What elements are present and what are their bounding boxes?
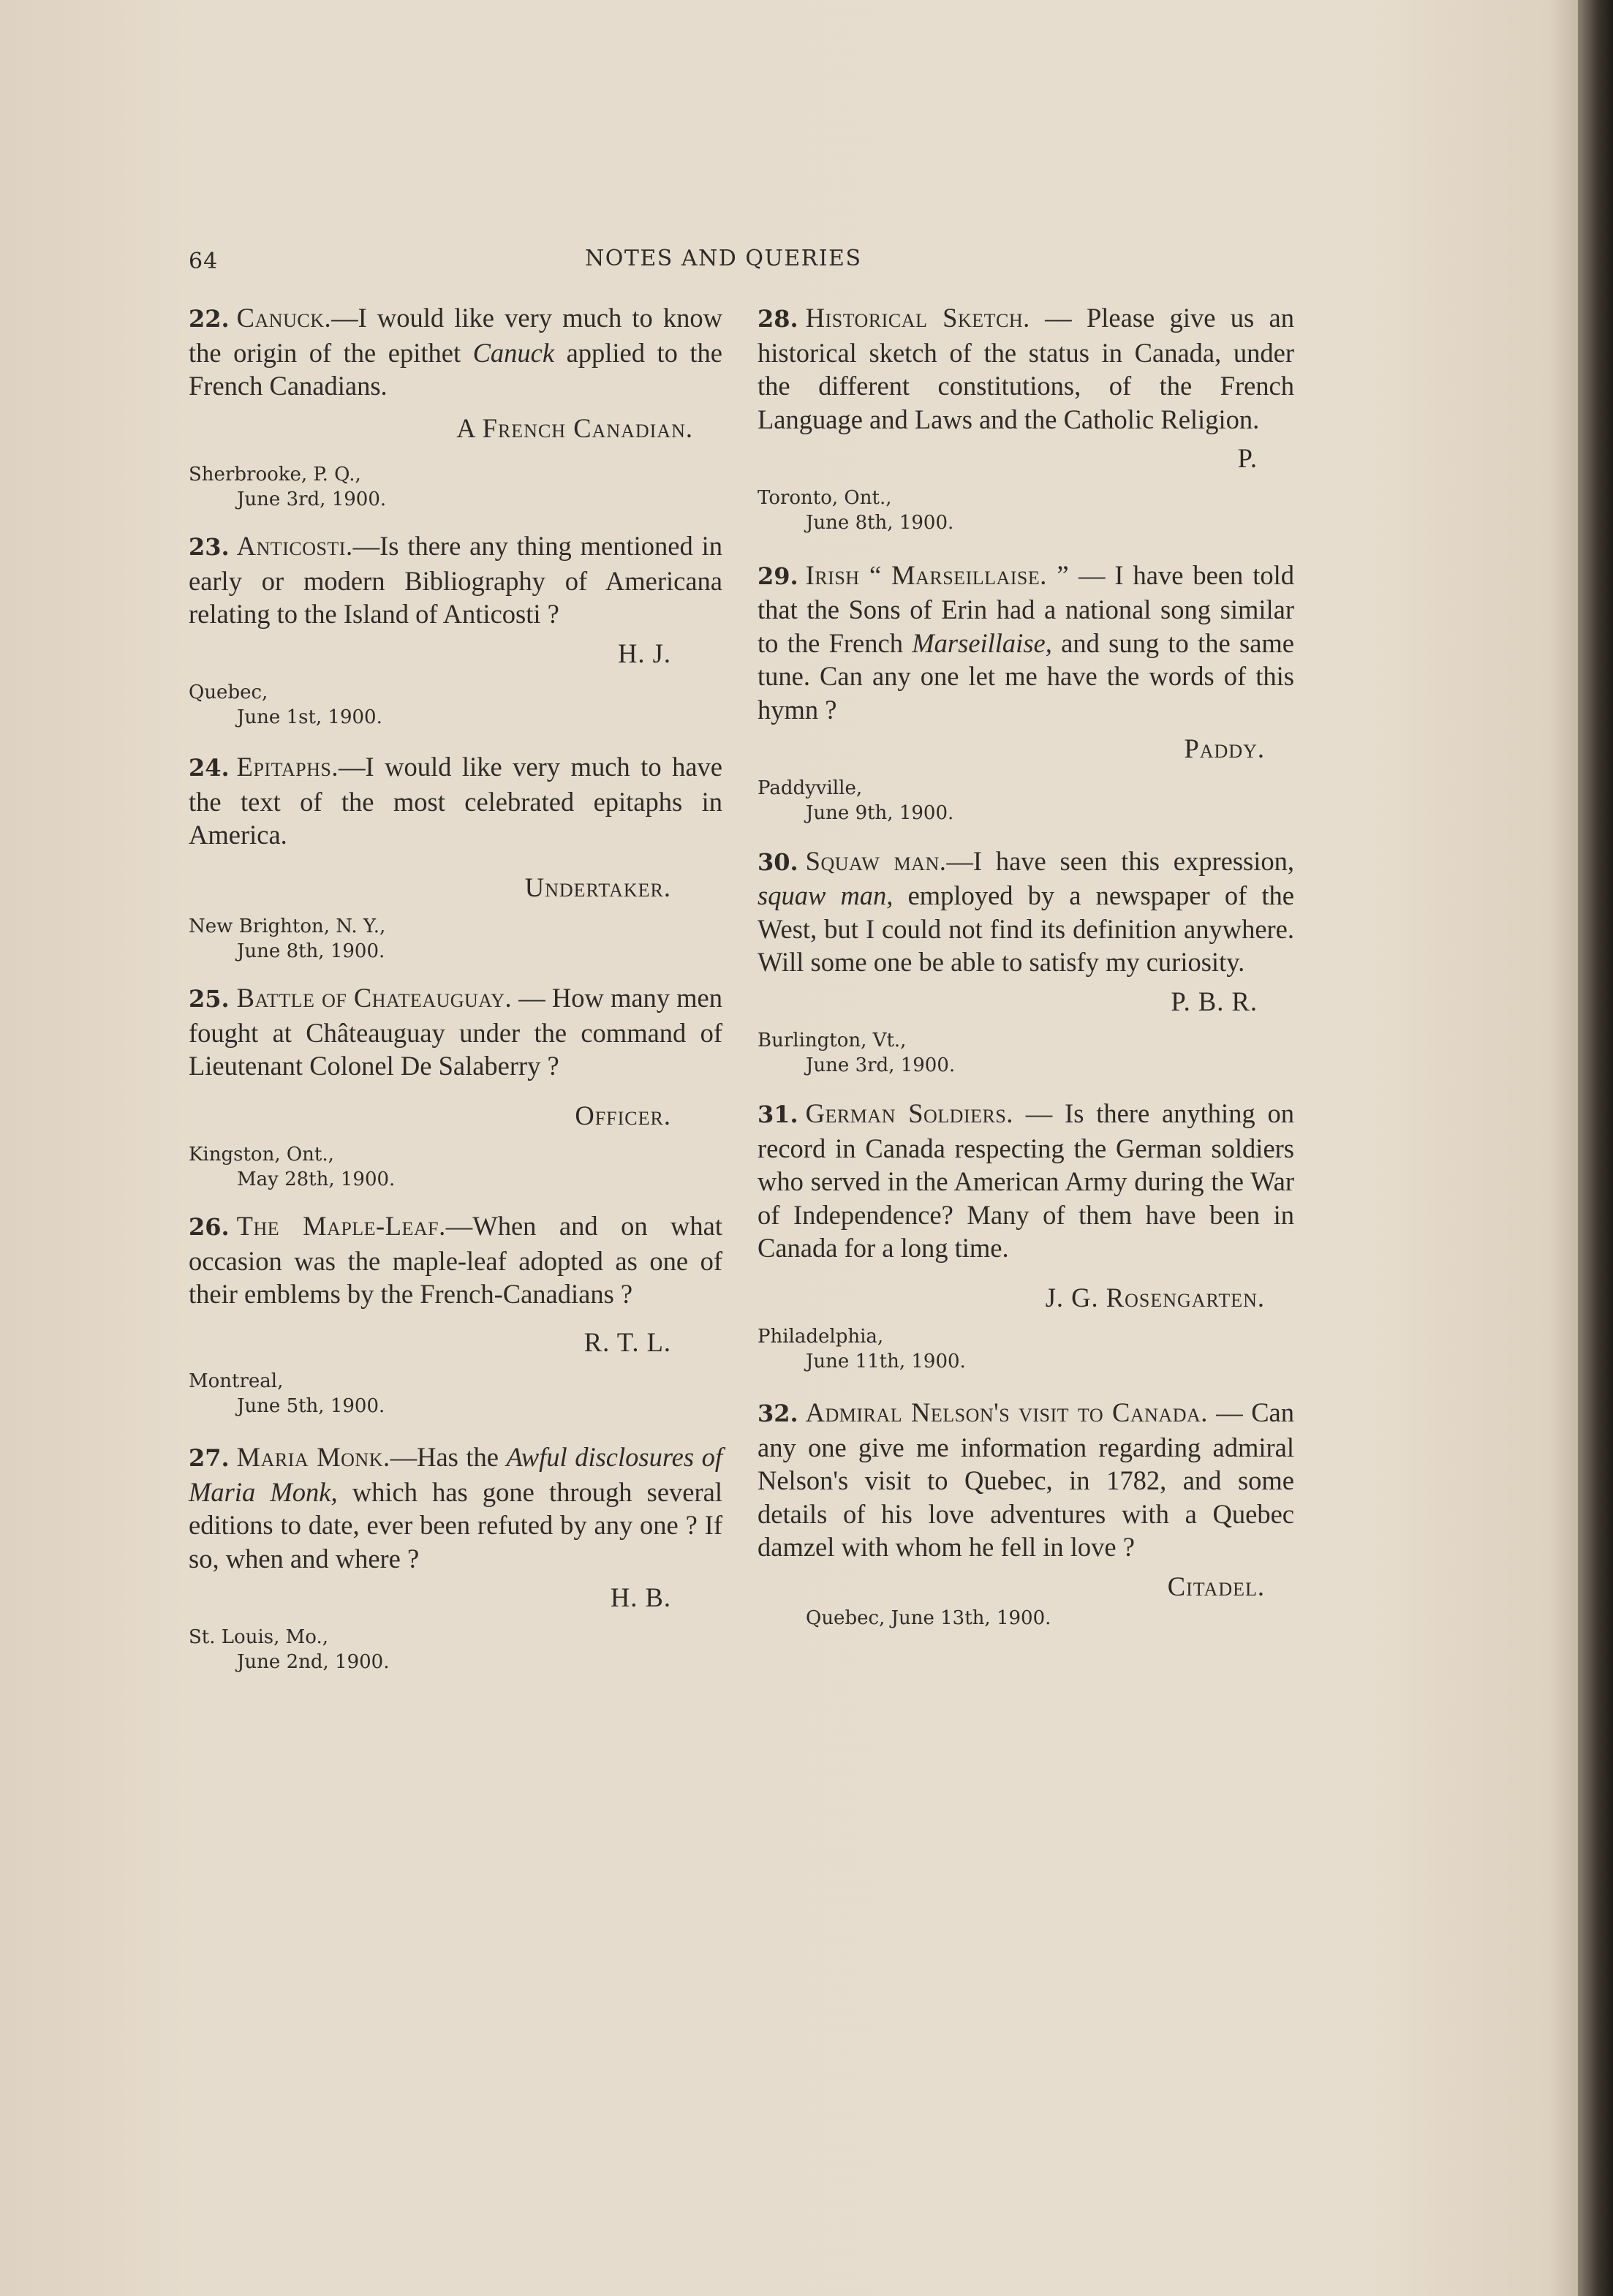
query-date: June 9th, 1900.: [806, 801, 954, 824]
query-signature: P.: [1237, 443, 1258, 473]
query-heading: Canuck.: [236, 303, 332, 333]
query-date: June 1st, 1900.: [237, 706, 382, 728]
query-heading: Maria Monk.: [236, 1442, 390, 1472]
query-date: June 5th, 1900.: [237, 1395, 385, 1417]
query-heading: Battle of Chateauguay.: [236, 983, 513, 1013]
query-place: Quebec,: [189, 681, 268, 703]
query-body: 28. Historical Sketch. — Please give us an historical sketch of the status in Canada, under the different constitutions, of the French Language and Laws and the Catholic Religion.: [758, 303, 1295, 434]
query-heading: The Maple-Leaf.: [236, 1211, 446, 1241]
query-signature: P. B. R.: [1171, 986, 1258, 1016]
query-entry-26: [189, 1209, 722, 1419]
query-place: Montreal,: [189, 1370, 284, 1392]
query-entry-28: [758, 301, 1294, 535]
query-body: 26. The Maple-Leaf.—When and on what occasion was the maple-leaf adopted as one of their emblems by the French-Canadians ?: [189, 1211, 722, 1309]
query-entry-25: [189, 981, 722, 1192]
query-body: 25. Battle of Chateauguay. — How many men fought at Châteauguay under the command of Lieutenant Colonel De Salaberry ?: [189, 983, 723, 1081]
right-column: [758, 301, 1294, 1631]
query-heading: Historical Sketch.: [805, 303, 1030, 333]
query-body: 23. Anticosti.—Is there any thing mentioned in early or modern Bibliography of Americana relating to the Island of Anticosti ?: [189, 531, 722, 629]
query-place: Kingston, Ont.,: [189, 1144, 334, 1166]
query-signature: Officer.: [575, 1100, 671, 1130]
query-body: 30. Squaw man.—I have seen this expression, squaw man, employed by a newspaper of the West, but I could not find its definition anywhere. Will some one be able to satisfy my curiosity.: [758, 845, 1294, 977]
query-date: June 3rd, 1900.: [237, 488, 387, 510]
query-heading: Epitaphs.: [236, 752, 339, 782]
query-date: June 3rd, 1900.: [806, 1054, 956, 1076]
query-entry-27: [189, 1440, 722, 1674]
left-column: [189, 301, 722, 1674]
query-place: Sherbrooke, P. Q.,: [189, 464, 361, 486]
query-entry-32: [758, 1396, 1294, 1631]
query-heading: German Soldiers.: [805, 1098, 1013, 1128]
query-entry-24: [189, 750, 722, 964]
query-place: Quebec, June 13th, 1900.: [806, 1607, 1051, 1629]
query-heading: Squaw man.: [805, 845, 947, 876]
query-signature: H. B.: [610, 1582, 671, 1612]
query-heading: Irish “ Marseillaise. ”: [805, 559, 1070, 590]
query-date: June 8th, 1900.: [806, 511, 954, 534]
query-entry-22: [189, 301, 722, 512]
query-date: June 11th, 1900.: [806, 1351, 966, 1372]
query-signature: Paddy.: [1184, 733, 1265, 763]
query-heading: Admiral Nelson's visit to Canada.: [805, 1397, 1208, 1427]
query-entry-23: [189, 529, 722, 730]
query-place: New Brighton, N. Y.,: [189, 915, 386, 937]
page-number: 64: [189, 249, 219, 274]
query-body: 29. Irish “ Marseillaise. ” — I have been told that the Sons of Erin had a national song similar to the French Marseillaise, and sung to the same tune. Can any one let me have the words of this hymn ?: [758, 559, 1295, 725]
query-body: 31. German Soldiers. — Is there anything on record in Canada respecting the German soldiers who served in the American Army during the War of Independence? Many of them have been in Canada for a long time.: [758, 1098, 1294, 1263]
query-signature: A French Canadian.: [456, 412, 693, 443]
query-date: June 2nd, 1900.: [237, 1650, 390, 1673]
query-date: June 8th, 1900.: [237, 940, 385, 962]
query-place: St. Louis, Mo.,: [189, 1625, 328, 1648]
query-body: 27. Maria Monk.—Has the Awful disclosures of Maria Monk, which has gone through several editions to date, ever been refuted by any one ? If so, when and where ?: [189, 1442, 723, 1574]
query-entry-30: [758, 845, 1294, 1079]
query-heading: Anticosti.: [236, 531, 353, 561]
query-body: 24. Epitaphs.—I would like very much to have the text of the most celebrated epitaphs in America.: [189, 752, 722, 850]
running-title: NOTES AND QUERIES: [585, 246, 862, 271]
query-date: May 28th, 1900.: [237, 1168, 396, 1190]
query-signature: J. G. Rosengarten.: [1045, 1282, 1265, 1313]
query-body: 32. Admiral Nelson's visit to Canada. — Can any one give me information regarding admiral Nelson's visit to Quebec, in 1782, and some details of his love adventures with a Quebec damzel with whom he fell in love ?: [758, 1397, 1295, 1562]
query-signature: H. J.: [618, 638, 671, 668]
query-body: 22. Canuck.—I would like very much to know the origin of the epithet Canuck applied to the French Canadians.: [189, 303, 722, 401]
query-place: Philadelphia,: [758, 1326, 884, 1348]
query-signature: Citadel.: [1167, 1571, 1265, 1601]
query-signature: R. T. L.: [583, 1326, 671, 1357]
query-entry-29: [758, 559, 1294, 826]
query-signature: Undertaker.: [524, 872, 671, 902]
query-entry-31: [758, 1097, 1294, 1374]
book-spine-shadow: [1578, 0, 1613, 2296]
query-place: Toronto, Ont.,: [758, 486, 892, 509]
query-place: Paddyville,: [758, 777, 863, 799]
query-place: Burlington, Vt.,: [758, 1030, 907, 1051]
